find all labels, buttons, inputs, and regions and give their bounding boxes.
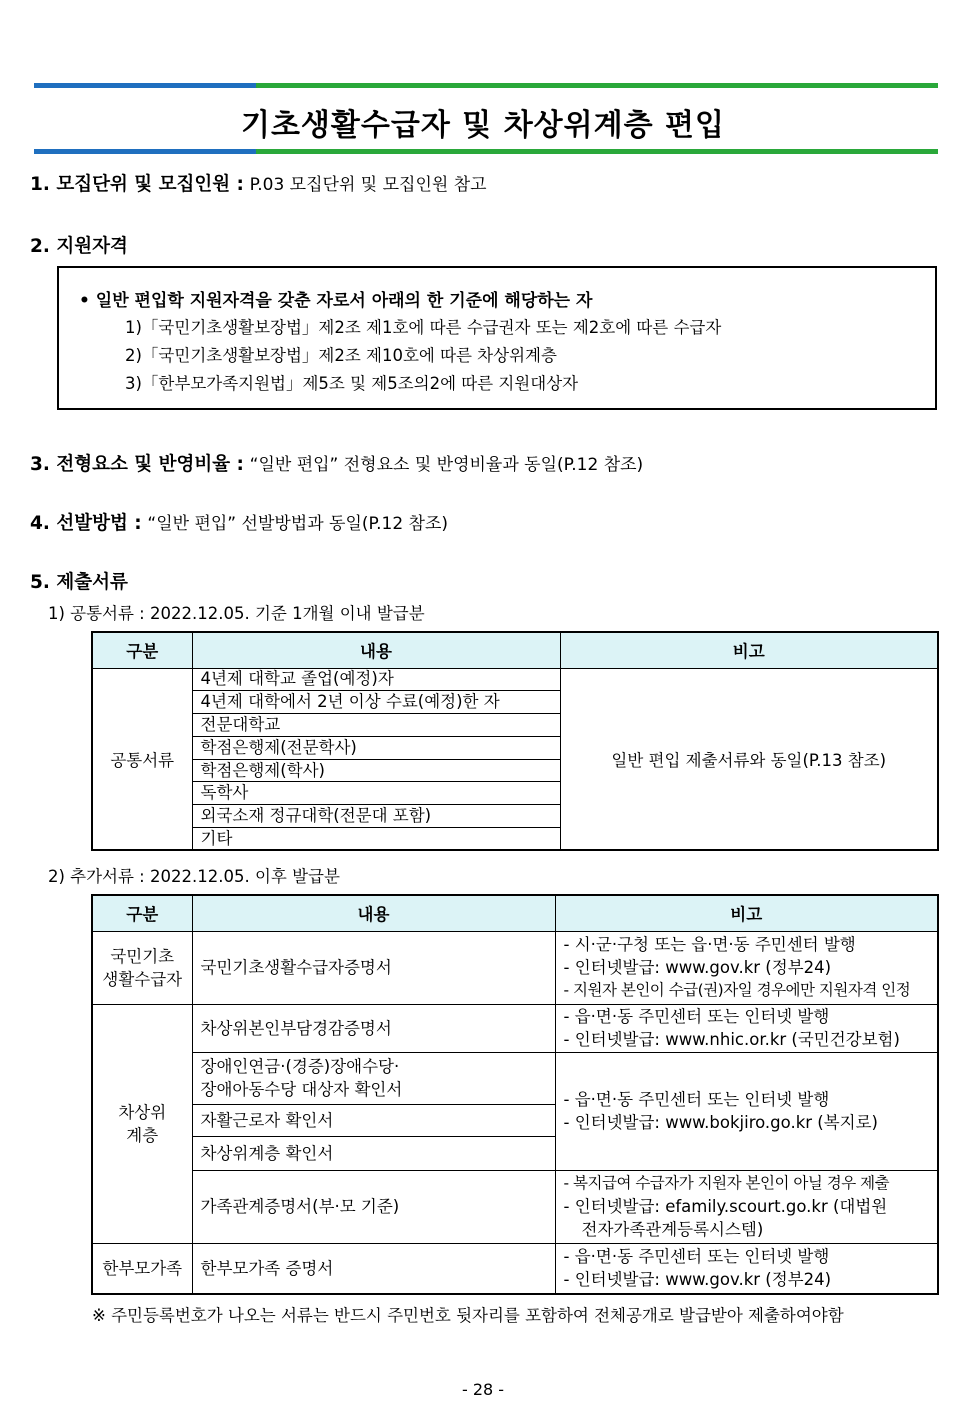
page-number: - 28 - — [461, 1380, 505, 1399]
eligibility-item: 1)「국민기초생활보장법」제2조 제1호에 따른 수급권자 또는 제2호에 따른 수급자 — [125, 318, 722, 337]
category-line: 차상위 — [118, 1102, 167, 1122]
note-bokjiro — [555, 1052, 938, 1170]
top-bar-green — [256, 83, 938, 88]
note-basic-livelihood — [555, 931, 938, 1004]
doc-line: 장애아동수당 대상자 확인서 — [200, 1080, 403, 1099]
common-docs-note: 일반 편입 제출서류와 동일(P.13 참조) — [560, 668, 938, 850]
category-line: 계층 — [126, 1125, 159, 1145]
common-doc-item: 학점은행제(학사) — [192, 759, 560, 782]
eligibility-item: 3)「한부모가족지원법」제5조 및 제5조의2에 따른 지원대상자 — [125, 374, 579, 393]
note-near-poverty-copay — [555, 1004, 938, 1052]
table-row — [92, 1052, 938, 1104]
doc-disability-allowance-cert — [192, 1052, 555, 1104]
extra-docs-subtitle: 2) 추가서류 : 2022.12.05. 이후 발급분 — [48, 867, 340, 886]
table-header-row — [92, 632, 938, 668]
section-1-text: P.03 모집단위 및 모집인원 참고 — [249, 175, 487, 195]
section-5 — [30, 568, 128, 594]
section-4-text: “일반 편입” 선발방법과 동일(P.12 참조) — [147, 514, 449, 534]
category-line: 국민기초 — [110, 946, 175, 966]
section-3-label: 3. 전형요소 및 반영비율 : — [30, 454, 244, 475]
doc-family-relation-cert: 가족관계증명서(부·모 기준) — [192, 1170, 555, 1243]
header-note: 비고 — [555, 895, 938, 931]
extra-docs-table — [91, 894, 939, 1295]
note-family-relation — [555, 1170, 938, 1243]
table-header-row — [92, 895, 938, 931]
section-2 — [30, 232, 128, 258]
note-line: - 읍·면·동 주민센터 또는 인터넷 발행 — [563, 1007, 830, 1026]
common-docs-category: 공통서류 — [92, 668, 192, 850]
doc-self-support-worker-cert: 자활근로자 확인서 — [192, 1104, 555, 1136]
eligibility-box — [57, 266, 937, 410]
category-basic-livelihood — [92, 931, 192, 1004]
header-content: 내용 — [192, 895, 555, 931]
header-content: 내용 — [192, 632, 560, 668]
eligibility-lead: • 일반 편입학 지원자격을 갖춘 자로서 아래의 한 기준에 해당하는 자 — [79, 291, 593, 311]
common-doc-item: 학점은행제(전문학사) — [192, 736, 560, 759]
section-4-label: 4. 선발방법 : — [30, 513, 142, 534]
table-row — [92, 931, 938, 1004]
section-1 — [30, 170, 487, 196]
section-3 — [30, 450, 643, 476]
footnote: ※ 주민등록번호가 나오는 서류는 반드시 주민번호 뒷자리를 포함하여 전체공개로 발급받아 제출하여야함 — [92, 1306, 844, 1325]
category-line: 생활수급자 — [102, 969, 183, 989]
note-single-parent — [555, 1243, 938, 1294]
common-docs-table — [91, 631, 939, 851]
note-line: - 읍·면·동 주민센터 또는 인터넷 발행 — [563, 1090, 830, 1109]
note-line: - 인터넷발급: www.nhic.or.kr (국민건강보험) — [563, 1030, 900, 1049]
common-doc-item: 외국소재 정규대학(전문대 포함) — [192, 805, 560, 828]
top-bar-blue — [34, 83, 256, 88]
table-row — [92, 1243, 938, 1294]
page-title: 기초생활수급자 및 차상위계층 편입 — [240, 108, 726, 143]
section-2-label: 2. 지원자격 — [30, 236, 128, 257]
table-row — [92, 1004, 938, 1052]
doc-near-poverty-cert: 차상위계층 확인서 — [192, 1136, 555, 1170]
common-doc-item: 4년제 대학에서 2년 이상 수료(예정)한 자 — [192, 691, 560, 714]
doc-basic-livelihood-cert: 국민기초생활수급자증명서 — [192, 931, 555, 1004]
header-category: 구분 — [92, 895, 192, 931]
section-4 — [30, 509, 448, 535]
section-3-text: “일반 편입” 전형요소 및 반영비율과 동일(P.12 참조) — [249, 455, 644, 475]
common-docs-subtitle: 1) 공통서류 : 2022.12.05. 기준 1개월 이내 발급분 — [48, 604, 425, 623]
note-line: - 지원자 본인이 수급(권)자일 경우에만 지원자격 인정 — [563, 981, 911, 999]
note-line: - 읍·면·동 주민센터 또는 인터넷 발행 — [563, 1247, 830, 1267]
note-line: - 시·군·구청 또는 읍·면·동 주민센터 발행 — [563, 935, 856, 954]
common-doc-item: 기타 — [192, 828, 560, 851]
table-row — [92, 1170, 938, 1243]
note-line: 전자가족관계등록시스템) — [581, 1220, 764, 1239]
note-line: - 복지급여 수급자가 지원자 본인이 아닐 경우 제출 — [563, 1174, 890, 1192]
common-doc-item: 독학사 — [192, 782, 560, 805]
doc-near-poverty-copay-cert: 차상위본인부담경감증명서 — [192, 1004, 555, 1052]
section-5-label: 5. 제출서류 — [30, 572, 128, 593]
note-line: - 인터넷발급: www.gov.kr (정부24) — [563, 1270, 832, 1290]
note-line: - 인터넷발급: www.gov.kr (정부24) — [563, 958, 832, 977]
category-single-parent: 한부모가족 — [92, 1243, 192, 1294]
doc-single-parent-cert: 한부모가족 증명서 — [192, 1243, 555, 1294]
note-line: - 인터넷발급: efamily.scourt.go.kr (대법원 — [563, 1197, 888, 1216]
table-row — [92, 668, 938, 691]
common-doc-item: 전문대학교 — [192, 714, 560, 737]
category-near-poverty — [92, 1004, 192, 1243]
common-doc-item: 4년제 대학교 졸업(예정)자 — [192, 668, 560, 691]
bottom-bar-blue — [34, 149, 256, 154]
note-line: - 인터넷발급: www.bokjiro.go.kr (복지로) — [563, 1113, 878, 1132]
bottom-bar-green — [256, 149, 938, 154]
doc-line: 장애인연금·(경증)장애수당· — [200, 1057, 400, 1076]
header-category: 구분 — [92, 632, 192, 668]
eligibility-item: 2)「국민기초생활보장법」제2조 제10호에 따른 차상위계층 — [125, 346, 557, 365]
header-note: 비고 — [560, 632, 938, 668]
section-1-label: 1. 모집단위 및 모집인원 : — [30, 174, 244, 195]
